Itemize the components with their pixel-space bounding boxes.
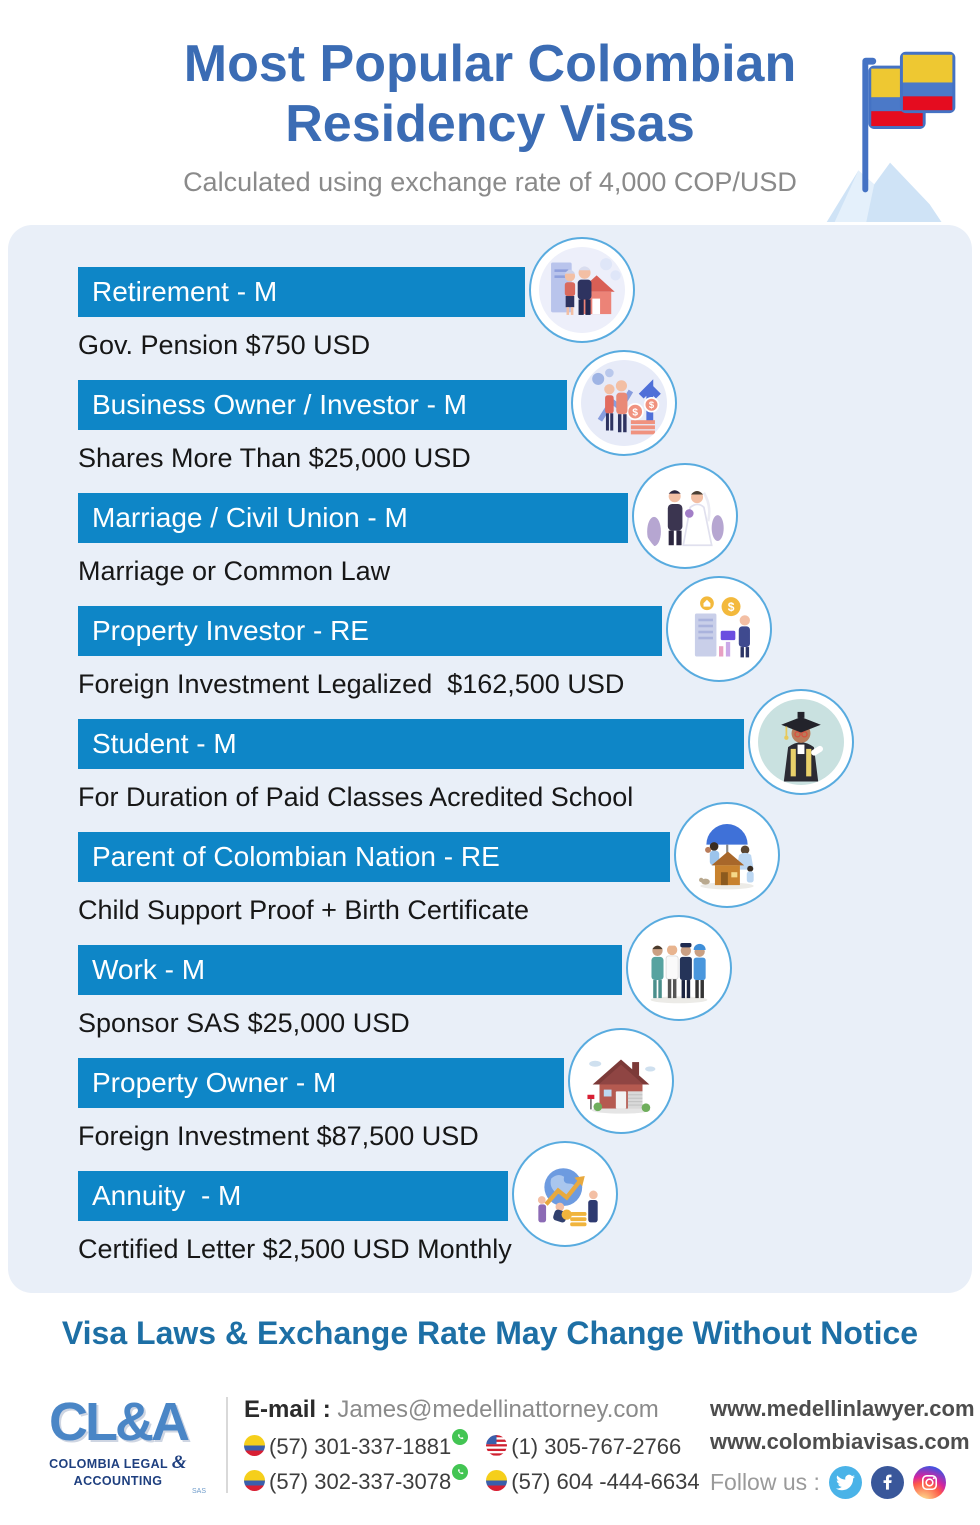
visa-row — [78, 599, 972, 719]
svg-text:$: $ — [727, 599, 735, 614]
global-finance-icon — [512, 1141, 618, 1247]
visa-description: Gov. Pension $750 USD — [78, 330, 371, 360]
visa-title-bar — [78, 267, 525, 317]
page-title-line1: Most Popular Colombian — [183, 35, 797, 93]
visa-title: Marriage / Civil Union - M — [92, 502, 408, 533]
colombia-flag-icon — [486, 1470, 507, 1491]
colombia-flag-icon — [244, 1435, 265, 1456]
header — [0, 0, 980, 225]
page-subtitle: Calculated using exchange rate of 4,000 COP/USD — [183, 166, 797, 197]
visa-title-bar — [78, 945, 622, 995]
visa-title-bar — [78, 832, 670, 882]
email-address[interactable]: James@medellinattorney.com — [337, 1395, 659, 1423]
visa-title: Student - M — [92, 728, 237, 759]
visa-title-bar — [78, 1058, 564, 1108]
colombia-flag-icon — [244, 1470, 265, 1491]
whatsapp-icon — [452, 1464, 468, 1480]
visa-title-bar — [78, 1171, 508, 1221]
visa-row — [78, 380, 972, 493]
visa-title: Annuity - M — [92, 1180, 242, 1211]
phone-number[interactable]: (57) 604 -444-6634 — [486, 1469, 699, 1495]
phone-number[interactable]: (1) 305-767-2766 — [486, 1434, 699, 1460]
visa-row — [78, 1171, 972, 1284]
website-link[interactable]: www.medellinlawyer.com — [710, 1395, 975, 1421]
visa-description: For Duration of Paid Classes Acredited School — [78, 782, 634, 812]
visa-title: Business Owner / Investor - M — [92, 389, 468, 420]
visa-row — [78, 267, 972, 380]
logo-suffix: SAS — [191, 1488, 206, 1495]
footer — [0, 1373, 980, 1525]
facebook-icon[interactable] — [871, 1466, 904, 1499]
business-growth-icon — [571, 350, 677, 456]
footer-divider — [226, 1397, 228, 1493]
usa-flag-icon — [486, 1435, 507, 1456]
visa-description: Child Support Proof + Birth Certificate — [78, 895, 529, 925]
page-title-line2: Residency Visas — [285, 95, 695, 154]
visa-title-bar — [78, 493, 628, 543]
phone-list — [244, 1434, 710, 1495]
visa-list-panel — [8, 225, 972, 1293]
visa-description: Foreign Investment $87,500 USD — [78, 1121, 479, 1151]
visa-description: Sponsor SAS $25,000 USD — [78, 1008, 410, 1038]
visa-title-bar — [78, 719, 744, 769]
phone-number[interactable]: (57) 302-337-3078 — [244, 1469, 468, 1495]
contact-block — [244, 1396, 710, 1495]
visa-title: Property Investor - RE — [92, 615, 369, 646]
wedding-couple-icon — [632, 463, 738, 569]
visa-description: Shares More Than $25,000 USD — [78, 443, 471, 473]
logo-ampersand: & — [171, 1452, 187, 1473]
twitter-icon[interactable] — [829, 1466, 862, 1499]
email-label: E-mail : — [244, 1395, 331, 1423]
property-investment-icon — [666, 576, 772, 682]
visa-row — [78, 832, 972, 945]
whatsapp-icon — [452, 1429, 468, 1445]
follow-us — [710, 1466, 962, 1499]
visa-title: Retirement - M — [92, 276, 278, 307]
graduate-student-icon — [748, 689, 854, 795]
email-line — [244, 1396, 710, 1424]
svg-text:$: $ — [632, 407, 639, 419]
follow-us-label: Follow us : — [710, 1468, 820, 1495]
change-notice: Visa Laws & Exchange Rate May Change Without Notice — [61, 1314, 919, 1351]
visa-row — [78, 945, 972, 1058]
visa-row — [78, 1058, 972, 1171]
visa-description: Marriage or Common Law — [78, 556, 391, 586]
visa-title-bar — [78, 606, 662, 656]
visa-description: Foreign Investment Legalized $162,500 USD — [78, 669, 625, 699]
visa-description: Certified Letter $2,500 USD Monthly — [78, 1234, 512, 1264]
workers-icon — [626, 915, 732, 1021]
company-logo — [20, 1392, 216, 1495]
website-link[interactable]: www.colombiavisas.com — [710, 1428, 970, 1454]
colombian-flags-icon — [824, 34, 964, 222]
logo-name: COLOMBIA LEGAL & ACCOUNTING — [49, 1452, 187, 1488]
instagram-icon[interactable] — [913, 1466, 946, 1499]
house-icon — [568, 1028, 674, 1134]
visa-title: Work - M — [92, 954, 206, 985]
visa-row — [78, 493, 972, 606]
front-flag — [900, 52, 955, 113]
phone-number[interactable]: (57) 301-337-1881 — [244, 1434, 468, 1460]
family-under-umbrella-icon — [674, 802, 780, 908]
websites-block — [710, 1392, 975, 1499]
visa-title: Parent of Colombian Nation - RE — [92, 841, 500, 872]
visa-row — [78, 719, 972, 832]
retired-couple-icon — [529, 237, 635, 343]
visa-title-bar — [78, 380, 567, 430]
svg-text:$: $ — [648, 400, 655, 412]
visa-title: Property Owner - M — [92, 1067, 337, 1098]
logo-acronym: CL&A — [49, 1392, 187, 1452]
